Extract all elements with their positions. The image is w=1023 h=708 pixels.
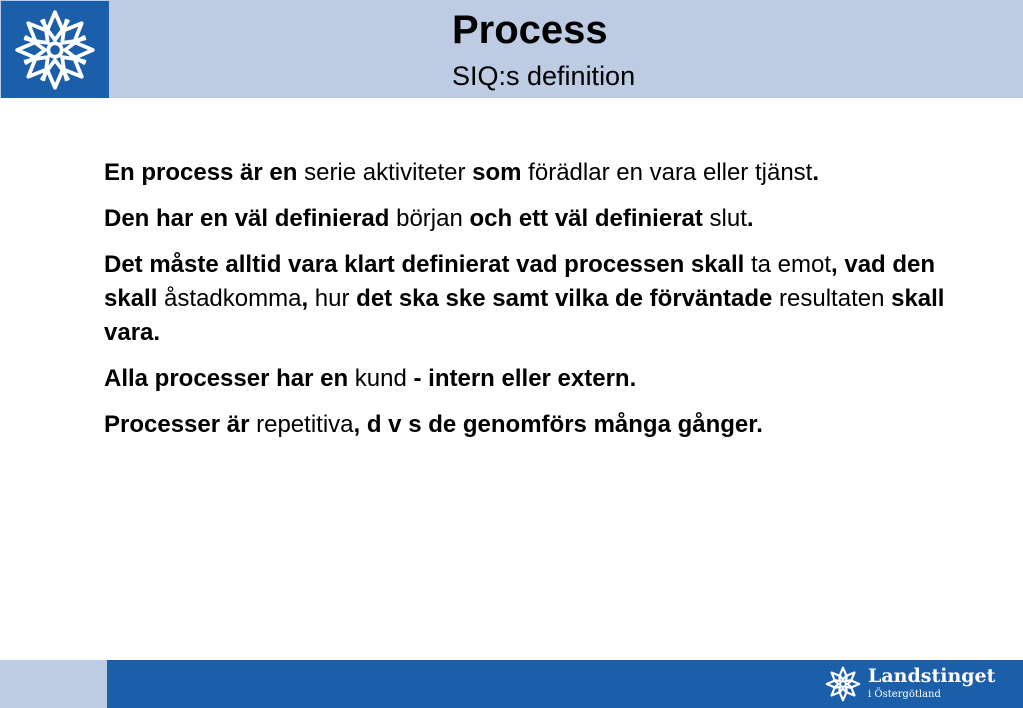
snowflake-flower-icon — [824, 666, 862, 702]
slide-subtitle: SIQ:s definition — [452, 61, 636, 91]
text-run: och ett väl definierat — [469, 205, 703, 232]
definition-list — [104, 156, 954, 454]
text-run: åstadkomma — [157, 285, 302, 312]
text-run: skall vara. — [104, 285, 945, 346]
text-run: Det måste alltid vara klart definierat vad processen skall — [104, 251, 745, 278]
text-run: , — [301, 285, 309, 312]
text-run: repetitiva — [249, 411, 354, 438]
organization-region: i Östergötland — [868, 689, 941, 700]
snowflake-flower-icon — [9, 8, 101, 92]
footer-left-block — [0, 660, 107, 708]
text-run: En process är en — [104, 159, 298, 186]
text-run: Den har en väl definierad — [104, 205, 390, 232]
definition-paragraph — [104, 156, 954, 190]
header-logo — [1, 1, 109, 98]
definition-paragraph — [104, 202, 954, 236]
text-run: som — [472, 159, 522, 186]
definition-paragraph — [104, 362, 954, 396]
text-run: slut — [702, 205, 747, 232]
text-run: - intern eller extern. — [413, 365, 637, 392]
text-run: hur — [308, 285, 357, 312]
definition-paragraph — [104, 248, 954, 350]
text-run: resultaten — [772, 285, 892, 312]
text-run: det ska ske samt vilka de förväntade — [356, 285, 773, 312]
definition-paragraph — [104, 408, 954, 442]
text-run: serie aktiviteter — [297, 159, 473, 186]
text-run: Alla processer har en — [104, 365, 349, 392]
text-run: Processer är — [104, 411, 250, 438]
text-run: . — [746, 205, 754, 232]
text-run: ta emot — [744, 251, 832, 278]
text-run: förädlar en vara eller tjänst — [521, 159, 813, 186]
text-run: , d v s de genomförs många gånger. — [353, 411, 763, 438]
text-run: kund — [348, 365, 414, 392]
text-run: början — [389, 205, 470, 232]
slide-title: Process — [452, 8, 608, 52]
text-run: . — [812, 159, 819, 186]
organization-name: Landstinget — [868, 665, 996, 687]
text-run: , vad den skall — [104, 251, 936, 312]
footer-logo — [824, 662, 1014, 706]
